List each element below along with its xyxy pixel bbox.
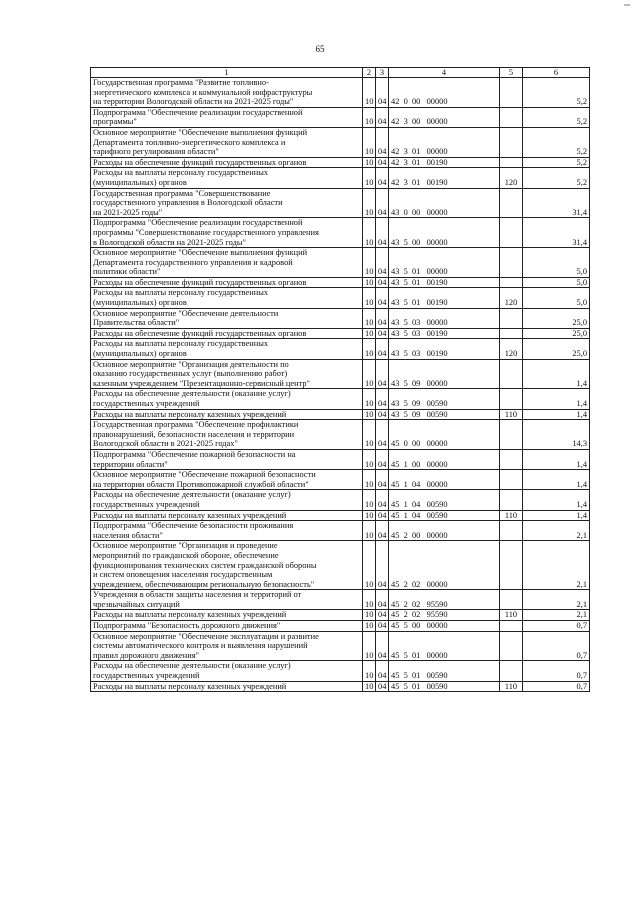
table-row (91, 359, 590, 389)
row-name: Подпрограмма "Обеспечение реализации государственной программы" (91, 107, 363, 127)
amount: 1,4 (523, 470, 590, 490)
amount: 5,2 (523, 107, 590, 127)
section-code: 10 (363, 339, 376, 359)
section-code: 10 (363, 510, 376, 521)
target-article-code: 42 3 01 00000 (389, 127, 500, 157)
table-row (91, 288, 590, 308)
subsection-code: 04 (376, 168, 389, 188)
target-article-code: 45 1 04 00590 (389, 490, 500, 510)
table-row (91, 510, 590, 521)
amount: 2,1 (523, 590, 590, 610)
amount: 1,4 (523, 409, 590, 420)
target-article-code: 42 3 01 00190 (389, 157, 500, 168)
table-row (91, 409, 590, 420)
target-article-code: 42 0 00 00000 (389, 78, 500, 108)
section-code: 10 (363, 277, 376, 288)
amount: 14,3 (523, 420, 590, 450)
column-header-6: 6 (523, 68, 590, 78)
amount: 25,0 (523, 308, 590, 328)
subsection-code: 04 (376, 277, 389, 288)
section-code: 10 (363, 409, 376, 420)
amount: 5,2 (523, 127, 590, 157)
expense-type-code (500, 277, 523, 288)
target-article-code: 45 2 02 95590 (389, 610, 500, 621)
target-article-code: 45 5 01 00590 (389, 681, 500, 692)
table-row (91, 218, 590, 248)
row-name: Основное мероприятие "Организация деятельности по оказанию государственных услуг (выполнению работ) казенным учреждением "Презентационно-сервисный центр" (91, 359, 363, 389)
subsection-code: 04 (376, 218, 389, 248)
row-name: Расходы на обеспечение деятельности (оказание услуг) государственных учреждений (91, 661, 363, 681)
table-row (91, 420, 590, 450)
table-row (91, 681, 590, 692)
row-name: Расходы на выплаты персоналу казенных учреждений (91, 681, 363, 692)
expense-type-code (500, 631, 523, 661)
column-header-4: 4 (389, 68, 500, 78)
target-article-code: 42 3 01 00190 (389, 168, 500, 188)
table-row (91, 449, 590, 469)
table-row (91, 188, 590, 218)
subsection-code: 04 (376, 127, 389, 157)
expense-type-code (500, 621, 523, 632)
table-body (91, 78, 590, 692)
subsection-code: 04 (376, 470, 389, 490)
row-name: Расходы на выплаты персоналу казенных учреждений (91, 510, 363, 521)
expense-type-code (500, 157, 523, 168)
target-article-code: 45 2 00 00000 (389, 521, 500, 541)
row-name: Подпрограмма "Обеспечение реализации государственной программы "Совершенствование государственного управления в Вологодской области на 2021-2025 годы" (91, 218, 363, 248)
target-article-code: 43 0 00 00000 (389, 188, 500, 218)
row-name: Основное мероприятие "Организация и проведение мероприятий по гражданской обороне, обеспечение функционирования технических систем гражданской обороны и систем оповещения населения государственным учреждением, обеспечивающим региональную безопасность" (91, 541, 363, 590)
table-row (91, 78, 590, 108)
row-name: Расходы на обеспечение деятельности (оказание услуг) государственных учреждений (91, 490, 363, 510)
section-code: 10 (363, 328, 376, 339)
table-row (91, 107, 590, 127)
table-row (91, 168, 590, 188)
subsection-code: 04 (376, 449, 389, 469)
target-article-code: 45 5 00 00000 (389, 621, 500, 632)
row-name: Расходы на обеспечение деятельности (оказание услуг) государственных учреждений (91, 389, 363, 409)
row-name: Подпрограмма "Обеспечение безопасности проживания населения области" (91, 521, 363, 541)
row-name: Расходы на выплаты персоналу государственных (муниципальных) органов (91, 339, 363, 359)
expense-type-code (500, 470, 523, 490)
target-article-code: 45 5 01 00000 (389, 631, 500, 661)
subsection-code: 04 (376, 188, 389, 218)
section-code: 10 (363, 168, 376, 188)
expense-type-code (500, 389, 523, 409)
section-code: 10 (363, 359, 376, 389)
amount: 5,2 (523, 157, 590, 168)
amount: 25,0 (523, 339, 590, 359)
section-code: 10 (363, 470, 376, 490)
expense-type-code: 110 (500, 409, 523, 420)
row-name: Расходы на выплаты персоналу государственных (муниципальных) органов (91, 288, 363, 308)
table-row (91, 389, 590, 409)
target-article-code: 43 5 09 00590 (389, 409, 500, 420)
header-row (91, 68, 590, 78)
row-name: Основное мероприятие "Обеспечение деятельности Правительства области" (91, 308, 363, 328)
budget-table (90, 67, 590, 692)
target-article-code: 43 5 01 00190 (389, 288, 500, 308)
target-article-code: 43 5 01 00190 (389, 277, 500, 288)
table-row (91, 610, 590, 621)
expense-type-code: 120 (500, 339, 523, 359)
table-row (91, 308, 590, 328)
expense-type-code: 110 (500, 510, 523, 521)
row-name: Основное мероприятие "Обеспечение выполнения функций Департамента государственного управления и кадровой политики области" (91, 248, 363, 278)
table-row (91, 328, 590, 339)
amount: 1,4 (523, 449, 590, 469)
section-code: 10 (363, 107, 376, 127)
table-row (91, 661, 590, 681)
expense-type-code (500, 78, 523, 108)
target-article-code: 45 5 01 00590 (389, 661, 500, 681)
table-row (91, 631, 590, 661)
column-header-3: 3 (376, 68, 389, 78)
amount: 5,0 (523, 288, 590, 308)
subsection-code: 04 (376, 78, 389, 108)
section-code: 10 (363, 541, 376, 590)
section-code: 10 (363, 127, 376, 157)
table-row (91, 590, 590, 610)
table-row (91, 490, 590, 510)
table-row (91, 339, 590, 359)
table-row (91, 521, 590, 541)
amount: 5,2 (523, 78, 590, 108)
expense-type-code (500, 490, 523, 510)
section-code: 10 (363, 78, 376, 108)
expense-type-code (500, 359, 523, 389)
section-code: 10 (363, 661, 376, 681)
target-article-code: 43 5 09 00590 (389, 389, 500, 409)
table-row (91, 127, 590, 157)
column-header-2: 2 (363, 68, 376, 78)
amount: 5,0 (523, 248, 590, 278)
column-header-1: 1 (91, 68, 363, 78)
target-article-code: 43 5 00 00000 (389, 218, 500, 248)
amount: 31,4 (523, 218, 590, 248)
table-row (91, 621, 590, 632)
subsection-code: 04 (376, 359, 389, 389)
expense-type-code (500, 127, 523, 157)
row-name: Расходы на обеспечение функций государственных органов (91, 157, 363, 168)
expense-type-code: 110 (500, 610, 523, 621)
amount: 1,4 (523, 510, 590, 521)
amount: 0,7 (523, 621, 590, 632)
subsection-code: 04 (376, 631, 389, 661)
target-article-code: 43 5 09 00000 (389, 359, 500, 389)
scan-mark (624, 4, 630, 6)
amount: 5,2 (523, 168, 590, 188)
row-name: Подпрограмма "Безопасность дорожного движения" (91, 621, 363, 632)
expense-type-code (500, 590, 523, 610)
section-code: 10 (363, 248, 376, 278)
table-row (91, 541, 590, 590)
amount: 0,7 (523, 631, 590, 661)
section-code: 10 (363, 521, 376, 541)
amount: 2,1 (523, 541, 590, 590)
target-article-code: 43 5 03 00000 (389, 308, 500, 328)
expense-type-code (500, 449, 523, 469)
subsection-code: 04 (376, 510, 389, 521)
subsection-code: 04 (376, 681, 389, 692)
row-name: Государственная программа "Развитие топливно- энергетического комплекса и коммунальной инфраструктуры на территории Вологодской области на 2021-2025 годы" (91, 78, 363, 108)
table-row (91, 277, 590, 288)
row-name: Расходы на выплаты персоналу казенных учреждений (91, 610, 363, 621)
amount: 5,0 (523, 277, 590, 288)
subsection-code: 04 (376, 308, 389, 328)
subsection-code: 04 (376, 409, 389, 420)
expense-type-code: 120 (500, 288, 523, 308)
expense-type-code: 110 (500, 681, 523, 692)
target-article-code: 43 5 03 00190 (389, 328, 500, 339)
amount: 31,4 (523, 188, 590, 218)
table-row (91, 470, 590, 490)
section-code: 10 (363, 490, 376, 510)
section-code: 10 (363, 449, 376, 469)
section-code: 10 (363, 308, 376, 328)
amount: 1,4 (523, 359, 590, 389)
amount: 25,0 (523, 328, 590, 339)
target-article-code: 42 3 00 00000 (389, 107, 500, 127)
amount: 2,1 (523, 521, 590, 541)
subsection-code: 04 (376, 420, 389, 450)
subsection-code: 04 (376, 621, 389, 632)
row-name: Государственная программа "Обеспечение профилактики правонарушений, безопасности населения и территории Вологодской области в 2021-2025 годах" (91, 420, 363, 450)
section-code: 10 (363, 610, 376, 621)
section-code: 10 (363, 420, 376, 450)
subsection-code: 04 (376, 288, 389, 308)
amount: 2,1 (523, 610, 590, 621)
expense-type-code (500, 420, 523, 450)
section-code: 10 (363, 631, 376, 661)
target-article-code: 43 5 01 00000 (389, 248, 500, 278)
amount: 0,7 (523, 661, 590, 681)
subsection-code: 04 (376, 157, 389, 168)
expense-type-code (500, 218, 523, 248)
subsection-code: 04 (376, 339, 389, 359)
expense-type-code (500, 661, 523, 681)
section-code: 10 (363, 389, 376, 409)
amount: 1,4 (523, 490, 590, 510)
subsection-code: 04 (376, 661, 389, 681)
section-code: 10 (363, 590, 376, 610)
expense-type-code (500, 188, 523, 218)
amount: 0,7 (523, 681, 590, 692)
section-code: 10 (363, 218, 376, 248)
section-code: 10 (363, 188, 376, 218)
subsection-code: 04 (376, 328, 389, 339)
row-name: Подпрограмма "Обеспечение пожарной безопасности на территории области" (91, 449, 363, 469)
row-name: Основное мероприятие "Обеспечение пожарной безопасности на территории области Противопожарной службой области" (91, 470, 363, 490)
table-row (91, 248, 590, 278)
row-name: Расходы на выплаты персоналу государственных (муниципальных) органов (91, 168, 363, 188)
amount: 1,4 (523, 389, 590, 409)
target-article-code: 45 1 00 00000 (389, 449, 500, 469)
row-name: Основное мероприятие "Обеспечение выполнения функций Департамента топливно-энергетического комплекса и тарифного регулирования области" (91, 127, 363, 157)
expense-type-code (500, 107, 523, 127)
section-code: 10 (363, 621, 376, 632)
expense-type-code (500, 328, 523, 339)
expense-type-code (500, 541, 523, 590)
row-name: Основное мероприятие "Обеспечение эксплуатации и развитие системы автоматического контроля и выявления нарушений правил дорожного движения" (91, 631, 363, 661)
subsection-code: 04 (376, 107, 389, 127)
page-number: 65 (315, 44, 325, 54)
section-code: 10 (363, 288, 376, 308)
expense-type-code: 120 (500, 168, 523, 188)
subsection-code: 04 (376, 521, 389, 541)
target-article-code: 45 1 04 00000 (389, 470, 500, 490)
subsection-code: 04 (376, 610, 389, 621)
row-name: Расходы на выплаты персоналу казенных учреждений (91, 409, 363, 420)
target-article-code: 45 0 00 00000 (389, 420, 500, 450)
row-name: Расходы на обеспечение функций государственных органов (91, 277, 363, 288)
subsection-code: 04 (376, 248, 389, 278)
section-code: 10 (363, 157, 376, 168)
table-row (91, 157, 590, 168)
row-name: Государственная программа "Совершенствование государственного управления в Вологодской области на 2021-2025 годы" (91, 188, 363, 218)
subsection-code: 04 (376, 590, 389, 610)
target-article-code: 45 1 04 00590 (389, 510, 500, 521)
target-article-code: 45 2 02 00000 (389, 541, 500, 590)
subsection-code: 04 (376, 541, 389, 590)
target-article-code: 43 5 03 00190 (389, 339, 500, 359)
column-header-5: 5 (500, 68, 523, 78)
subsection-code: 04 (376, 389, 389, 409)
expense-type-code (500, 521, 523, 541)
subsection-code: 04 (376, 490, 389, 510)
section-code: 10 (363, 681, 376, 692)
target-article-code: 45 2 02 95590 (389, 590, 500, 610)
expense-type-code (500, 248, 523, 278)
row-name: Расходы на обеспечение функций государственных органов (91, 328, 363, 339)
row-name: Учреждения в области защиты населения и территорий от чрезвычайных ситуаций (91, 590, 363, 610)
expense-type-code (500, 308, 523, 328)
